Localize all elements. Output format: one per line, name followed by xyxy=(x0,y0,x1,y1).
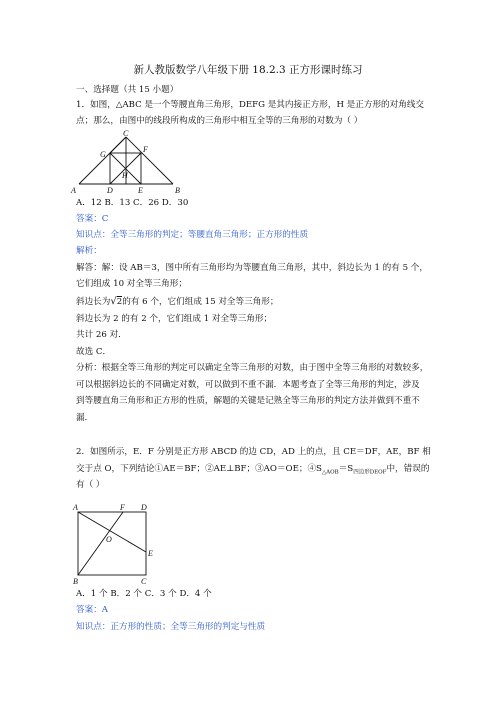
q1-solution-line3-pre: 斜边长为 xyxy=(76,297,111,307)
q1-label-d: D xyxy=(107,186,113,195)
page-title: 新人教版数学八年级下册 18.2.3 正方形课时练习 xyxy=(133,64,363,76)
q2-label-b: B xyxy=(73,577,78,586)
q2-label-d: D xyxy=(141,503,147,512)
q1-solution-line3 xyxy=(76,296,278,308)
q1-label-c: C xyxy=(123,129,129,138)
q2-label-o: O xyxy=(106,535,112,544)
q1-analysis-label: 解析： xyxy=(76,246,102,256)
q2-figure xyxy=(70,500,160,586)
q1-solution-line1: 解答：解：设 AB＝3，图中所有三角形均为等腰直角三角形，其中，斜边长为 1 的有 5 个， xyxy=(76,263,428,273)
q1-answer: 答案：C xyxy=(76,214,109,224)
q1-solution-line4: 斜边长为 2 的有 2 个，它们组成 1 对全等三角形； xyxy=(76,314,273,324)
sqrt-radicand: 2 xyxy=(116,297,123,307)
q2-text-line2-b: ＝S xyxy=(338,464,354,474)
q2-seg-ae xyxy=(78,512,146,552)
q1-label-e: E xyxy=(138,186,143,195)
q1-solution-line6: 故选 C． xyxy=(76,347,112,357)
section-heading: 一、选择题（共 15 小题） xyxy=(76,85,179,95)
q1-label-b: B xyxy=(175,186,180,195)
q1-text-line1: 1．如图，△ABC 是一个等腰直角三角形，DEFG 是其内接正方形，H 是正方形的对角线交 xyxy=(76,100,425,110)
q2-text-line2 xyxy=(76,463,429,479)
q1-label-f: F xyxy=(143,145,148,154)
q2-square-abcd xyxy=(78,512,146,575)
q1-analysis-line3: 到等腰直角三角形和正方形的性质，解题的关键是记熟全等三角形的判定方法并做到不重不 xyxy=(76,396,420,406)
q1-analysis-line4: 漏． xyxy=(76,413,94,423)
q1-solution-line2: 它们组成 10 对全等三角形； xyxy=(76,279,187,289)
q1-label-h: H xyxy=(122,171,128,180)
q2-text-line2-a: 交于点 O，下列结论①AE＝BF；②AE⊥BF；③AO＝OE；④S xyxy=(76,464,322,474)
q2-seg-bf xyxy=(78,512,123,575)
q1-analysis-line1: 分析：根据全等三角形的判定可以确定全等三角形的对数，由于图中全等三角形的对数较多， xyxy=(76,363,429,373)
q2-answer: 答案：A xyxy=(76,605,108,615)
q2-options: A．1 个 B．2 个 C．3 个 D．4 个 xyxy=(76,589,212,599)
q1-figure xyxy=(68,128,186,198)
q1-text-line2: 点；那么，由图中的线段所构成的三角形中相互全等的三角形的对数为（ ） xyxy=(76,116,363,126)
q2-text-line2-c: 中，错误的 xyxy=(386,464,430,474)
q2-text-line3: 有（ ） xyxy=(76,480,105,490)
q1-options: A．12 B．13 C．26 D．30 xyxy=(76,198,189,208)
q1-knowledge: 知识点：全等三角形的判定；等腰直角三角形；正方形的性质 xyxy=(76,230,309,240)
q1-label-a: A xyxy=(71,186,76,195)
q2-label-f: F xyxy=(120,503,125,512)
q2-label-a: A xyxy=(73,503,78,512)
sqrt-sign: √ xyxy=(110,296,117,307)
q2-sub-deof: 四边形DEOF xyxy=(353,469,387,476)
q1-analysis-line2: 可以根据斜边长的不同确定对数，可以做到不重不漏．本题考查了全等三角形的判定，涉及 xyxy=(76,380,420,390)
q1-solution-line3-post: 的有 6 个，它们组成 15 对全等三角形； xyxy=(122,297,279,307)
q1-seg-cg xyxy=(110,137,126,153)
q2-knowledge: 知识点：正方形的性质；全等三角形的判定与性质 xyxy=(76,622,266,632)
q2-label-c: C xyxy=(141,577,147,586)
q1-label-g: G xyxy=(100,150,106,159)
q2-sub-aob: △AOB xyxy=(321,469,339,476)
q2-label-e: E xyxy=(148,549,153,558)
q2-text-line1: 2．如图所示，E．F 分别是正方形 ABCD 的边 CD，AD 上的点，且 CE＝DF，AE，BF 相 xyxy=(76,447,431,457)
q1-solution-line5: 共计 26 对． xyxy=(76,330,127,340)
